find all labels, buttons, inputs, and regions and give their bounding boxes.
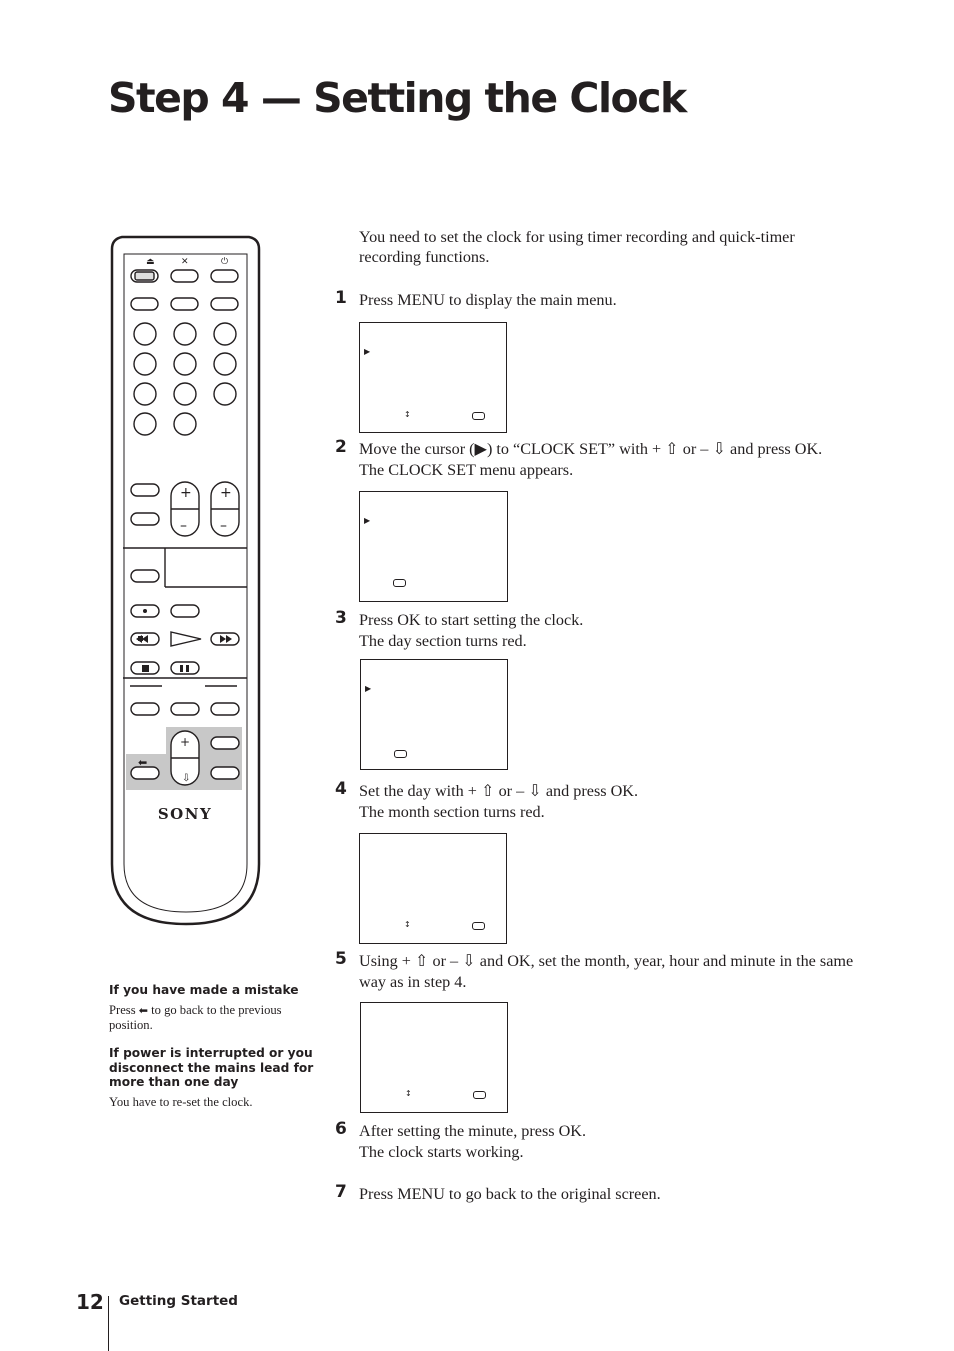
ok-button-icon [472, 922, 485, 930]
intro-text: You need to set the clock for using timer recording and quick-timer recording functions. [359, 228, 795, 266]
step-text: After setting the minute, press OK. The clock starts working. [359, 1122, 587, 1161]
step-number: 1 [335, 288, 347, 308]
svg-text:✕: ✕ [181, 257, 189, 267]
mistake-note [109, 983, 319, 1033]
cursor-icon: ▶ [364, 347, 371, 356]
menu-screen-4 [359, 833, 507, 944]
updown-icon: ↕ [404, 920, 411, 929]
step-number: 7 [335, 1182, 347, 1202]
step-text: Press MENU to go back to the original screen. [359, 1185, 661, 1203]
step-number: 2 [335, 437, 347, 457]
step-number: 3 [335, 608, 347, 628]
menu-screen-3 [360, 659, 508, 770]
footer-divider [108, 1296, 109, 1351]
mistake-heading: If you have made a mistake [109, 983, 299, 997]
step-text: Using + ⇧ or – ⇩ and OK, set the month, year, hour and minute in the same way as in step 4. [359, 952, 854, 991]
svg-text:+: + [180, 735, 191, 749]
svg-text:+: + [220, 485, 232, 501]
cursor-icon: ▶ [365, 684, 372, 693]
remote-brand-logo: SONY [157, 805, 213, 823]
menu-screen-5 [360, 1002, 508, 1113]
power-text: You have to re-set the clock. [109, 1094, 253, 1109]
step-number: 4 [335, 779, 347, 799]
remote-control-illustration [110, 234, 262, 931]
menu-screen-2 [359, 491, 508, 602]
svg-text:–: – [220, 518, 227, 534]
step-text: Set the day with + ⇧ or – ⇩ and press OK. The month section turns red. [359, 782, 639, 821]
step-text: Press OK to start setting the clock. The day section turns red. [359, 611, 584, 650]
svg-text:–: – [180, 518, 187, 534]
step-text: Move the cursor (▶) to “CLOCK SET” with + ⇧ or – ⇩ and press OK. The CLOCK SET menu appears. [359, 440, 823, 479]
power-heading: If power is interrupted or you disconnect the mains lead for more than one day [109, 1046, 314, 1089]
svg-text:⬅: ⬅ [138, 756, 148, 769]
step-number: 5 [335, 949, 347, 969]
mistake-text: Press ⬅ to go back to the previous position. [109, 1002, 282, 1032]
updown-icon: ↕ [404, 410, 411, 419]
ok-button-icon [473, 1091, 486, 1099]
svg-text:+: + [180, 485, 192, 501]
ok-button-icon [393, 579, 406, 587]
step-number: 6 [335, 1119, 347, 1139]
ok-button-icon [394, 750, 407, 758]
page-number: 12 [76, 1290, 104, 1314]
remote-control-drawing [110, 234, 262, 926]
cursor-icon: ▶ [364, 516, 371, 525]
svg-text:⏏: ⏏ [146, 257, 155, 267]
menu-screen-1 [359, 322, 507, 433]
ok-button-icon [472, 412, 485, 420]
back-arrow-icon: ⬅ [138, 1003, 148, 1017]
page-title: Step 4 — Setting the Clock [108, 74, 686, 122]
updown-icon: ↕ [405, 1089, 412, 1098]
step-text: Press MENU to display the main menu. [359, 291, 617, 309]
power-note [109, 1046, 319, 1110]
svg-text:⏻: ⏻ [221, 257, 229, 267]
section-name: Getting Started [119, 1293, 238, 1309]
svg-text:⇩: ⇩ [182, 773, 191, 784]
